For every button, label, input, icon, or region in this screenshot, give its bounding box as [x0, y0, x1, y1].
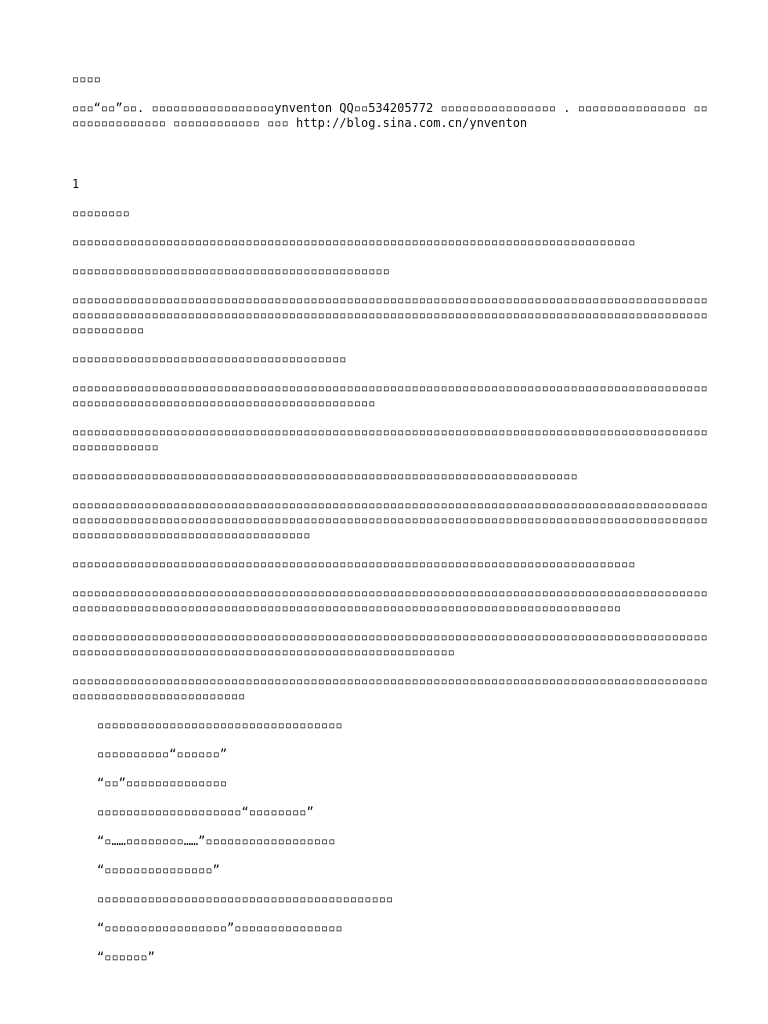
dialogue-line: ▫▫▫▫▫▫▫▫▫▫▫▫▫▫▫▫▫▫▫▫▫▫▫▫▫▫▫▫▫▫▫▫▫▫▫▫▫▫▫▫▫ [97, 892, 394, 906]
body-paragraph: ▫▫▫▫▫▫▫▫▫▫▫▫▫▫▫▫▫▫▫▫▫▫▫▫▫▫▫▫▫▫▫▫▫▫▫▫▫▫▫▫▫▫▫▫▫▫▫▫▫▫▫▫▫▫▫▫▫▫▫▫▫▫▫▫▫▫▫▫▫▫ [72, 469, 578, 483]
body-paragraph: ▫▫▫▫▫▫▫▫▫▫▫▫▫▫▫▫▫▫▫▫▫▫▫▫▫▫▫▫▫▫▫▫▫▫▫▫▫▫▫▫▫▫▫▫▫▫▫▫▫▫▫▫▫▫▫▫▫▫▫▫▫▫▫▫▫▫▫▫▫▫▫▫▫▫▫▫▫▫ [72, 235, 636, 249]
body-paragraph: ▫▫▫▫▫▫▫▫▫▫▫▫▫▫▫▫▫▫▫▫▫▫▫▫▫▫▫▫▫▫▫▫▫▫▫▫▫▫▫▫▫▫▫▫▫▫▫▫▫▫▫▫▫▫▫▫▫▫▫▫▫▫▫▫▫▫▫▫▫▫▫▫▫▫▫▫▫▫▫▫▫▫▫▫▫▫▫▫▫▫▫▫▫▫▫▫▫▫▫▫▫▫▫▫▫▫▫▫▫▫▫▫▫▫▫▫▫▫▫▫▫▫▫▫▫▫▫▫▫▫▫▫▫▫▫▫▫▫▫▫▫ [72, 630, 708, 659]
dialogue-line: “▫▫▫▫▫▫” [97, 950, 155, 964]
dialogue-line: “▫▫▫▫▫▫▫▫▫▫▫▫▫▫▫” [97, 863, 220, 877]
body-paragraph: ▫▫▫▫▫▫▫▫▫▫▫▫▫▫▫▫▫▫▫▫▫▫▫▫▫▫▫▫▫▫▫▫▫▫▫▫▫▫▫▫▫▫▫▫▫▫▫▫▫▫▫▫▫▫▫▫▫▫▫▫▫▫▫▫▫▫▫▫▫▫▫▫▫▫▫▫▫▫▫▫▫▫▫▫▫▫▫▫▫▫▫▫▫▫▫▫▫▫▫▫▫▫▫▫▫▫▫▫▫▫▫▫▫▫▫▫▫▫▫▫▫▫▫▫▫▫▫▫▫▫▫▫▫▫▫▫▫▫▫▫▫▫▫▫▫▫▫▫▫▫▫▫▫▫▫▫▫▫▫▫▫▫▫▫▫▫▫▫▫▫▫▫▫▫▫▫▫▫▫▫▫▫▫▫▫▫▫▫▫▫▫▫▫▫▫▫▫▫▫▫▫▫▫▫▫▫▫▫▫ [72, 498, 708, 542]
document-heading: ▫▫▫▫ [72, 72, 101, 86]
dialogue-line: “▫……▫▫▫▫▫▫▫▫……”▫▫▫▫▫▫▫▫▫▫▫▫▫▫▫▫▫▫ [97, 834, 336, 848]
dialogue-line: “▫▫▫▫▫▫▫▫▫▫▫▫▫▫▫▫▫”▫▫▫▫▫▫▫▫▫▫▫▫▫▫▫ [97, 921, 343, 935]
body-paragraph: ▫▫▫▫▫▫▫▫▫▫▫▫▫▫▫▫▫▫▫▫▫▫▫▫▫▫▫▫▫▫▫▫▫▫▫▫▫▫▫▫▫▫▫▫▫▫▫▫▫▫▫▫▫▫▫▫▫▫▫▫▫▫▫▫▫▫▫▫▫▫▫▫▫▫▫▫▫▫▫▫▫▫▫▫▫▫▫▫▫▫▫▫▫▫▫▫▫▫▫▫ [72, 425, 708, 454]
chapter-number: 1 [72, 177, 80, 191]
body-paragraph: ▫▫▫▫▫▫▫▫▫▫▫▫▫▫▫▫▫▫▫▫▫▫▫▫▫▫▫▫▫▫▫▫▫▫▫▫▫▫▫▫▫▫▫▫▫▫▫▫▫▫▫▫▫▫▫▫▫▫▫▫▫▫▫▫▫▫▫▫▫▫▫▫▫▫▫▫▫▫▫▫▫▫▫▫▫▫▫▫▫▫▫▫▫▫▫▫▫▫▫▫▫▫▫▫▫▫▫▫▫▫▫▫▫▫▫▫▫▫▫▫▫▫▫▫▫▫▫▫▫▫ [72, 381, 708, 410]
dialogue-line: ▫▫▫▫▫▫▫▫▫▫▫▫▫▫▫▫▫▫▫▫▫▫▫▫▫▫▫▫▫▫▫▫▫▫ [97, 718, 343, 732]
intro-text: ▫▫▫“▫▫”▫▫. ▫▫▫▫▫▫▫▫▫▫▫▫▫▫▫▫▫ynventon QQ▫▫534205772 ▫▫▫▫▫▫▫▫▫▫▫▫▫▫▫▫ . ▫▫▫▫▫▫▫▫▫▫▫▫▫▫▫ ▫▫▫▫▫▫▫▫▫▫▫▫▫▫▫ ▫▫▫▫▫▫▫▫▫▫▫▫ ▫▫▫ [72, 101, 708, 130]
intro-paragraph [72, 101, 708, 131]
dialogue-line: “▫▫”▫▫▫▫▫▫▫▫▫▫▫▫▫▫ [97, 776, 228, 790]
body-paragraph: ▫▫▫▫▫▫▫▫▫▫▫▫▫▫▫▫▫▫▫▫▫▫▫▫▫▫▫▫▫▫▫▫▫▫▫▫▫▫▫▫▫▫▫▫▫▫▫▫▫▫▫▫▫▫▫▫▫▫▫▫▫▫▫▫▫▫▫▫▫▫▫▫▫▫▫▫▫▫▫▫▫▫▫▫▫▫▫▫▫▫▫▫▫▫▫▫▫▫▫▫▫▫▫▫▫▫▫▫▫▫▫▫▫▫▫▫▫▫▫▫▫▫▫▫▫▫▫▫▫▫▫▫▫▫▫▫▫▫▫▫▫▫▫▫▫▫▫▫▫▫▫▫▫▫▫▫▫▫▫▫▫▫▫▫ [72, 586, 708, 615]
dialogue-line: ▫▫▫▫▫▫▫▫▫▫“▫▫▫▫▫▫” [97, 747, 228, 761]
blog-link[interactable]: http://blog.sina.com.cn/ynventon [295, 116, 528, 130]
body-paragraph: ▫▫▫▫▫▫▫▫▫▫▫▫▫▫▫▫▫▫▫▫▫▫▫▫▫▫▫▫▫▫▫▫▫▫▫▫▫▫▫▫▫▫▫▫▫▫▫▫▫▫▫▫▫▫▫▫▫▫▫▫▫▫▫▫▫▫▫▫▫▫▫▫▫▫▫▫▫▫▫▫▫▫▫▫▫▫▫▫▫▫▫▫▫▫▫▫▫▫▫▫▫▫▫▫▫▫▫▫▫▫▫▫ [72, 674, 708, 703]
body-paragraph: ▫▫▫▫▫▫▫▫▫▫▫▫▫▫▫▫▫▫▫▫▫▫▫▫▫▫▫▫▫▫▫▫▫▫▫▫▫▫▫▫▫▫▫▫▫▫▫▫▫▫▫▫▫▫▫▫▫▫▫▫▫▫▫▫▫▫▫▫▫▫▫▫▫▫▫▫▫▫ [72, 557, 636, 571]
chapter-title: ▫▫▫▫▫▫▫▫ [72, 206, 130, 220]
document-body [72, 72, 708, 965]
dialogue-line: ▫▫▫▫▫▫▫▫▫▫▫▫▫▫▫▫▫▫▫▫“▫▫▫▫▫▫▫▫” [97, 805, 314, 819]
body-paragraph: ▫▫▫▫▫▫▫▫▫▫▫▫▫▫▫▫▫▫▫▫▫▫▫▫▫▫▫▫▫▫▫▫▫▫▫▫▫▫▫▫▫▫▫▫ [72, 264, 390, 278]
body-paragraph: ▫▫▫▫▫▫▫▫▫▫▫▫▫▫▫▫▫▫▫▫▫▫▫▫▫▫▫▫▫▫▫▫▫▫▫▫▫▫ [72, 352, 347, 366]
body-paragraph: ▫▫▫▫▫▫▫▫▫▫▫▫▫▫▫▫▫▫▫▫▫▫▫▫▫▫▫▫▫▫▫▫▫▫▫▫▫▫▫▫▫▫▫▫▫▫▫▫▫▫▫▫▫▫▫▫▫▫▫▫▫▫▫▫▫▫▫▫▫▫▫▫▫▫▫▫▫▫▫▫▫▫▫▫▫▫▫▫▫▫▫▫▫▫▫▫▫▫▫▫▫▫▫▫▫▫▫▫▫▫▫▫▫▫▫▫▫▫▫▫▫▫▫▫▫▫▫▫▫▫▫▫▫▫▫▫▫▫▫▫▫▫▫▫▫▫▫▫▫▫▫▫▫▫▫▫▫▫▫▫▫▫▫▫▫▫▫▫▫▫▫▫▫▫▫▫▫▫▫▫▫▫▫▫▫▫ [72, 293, 708, 337]
